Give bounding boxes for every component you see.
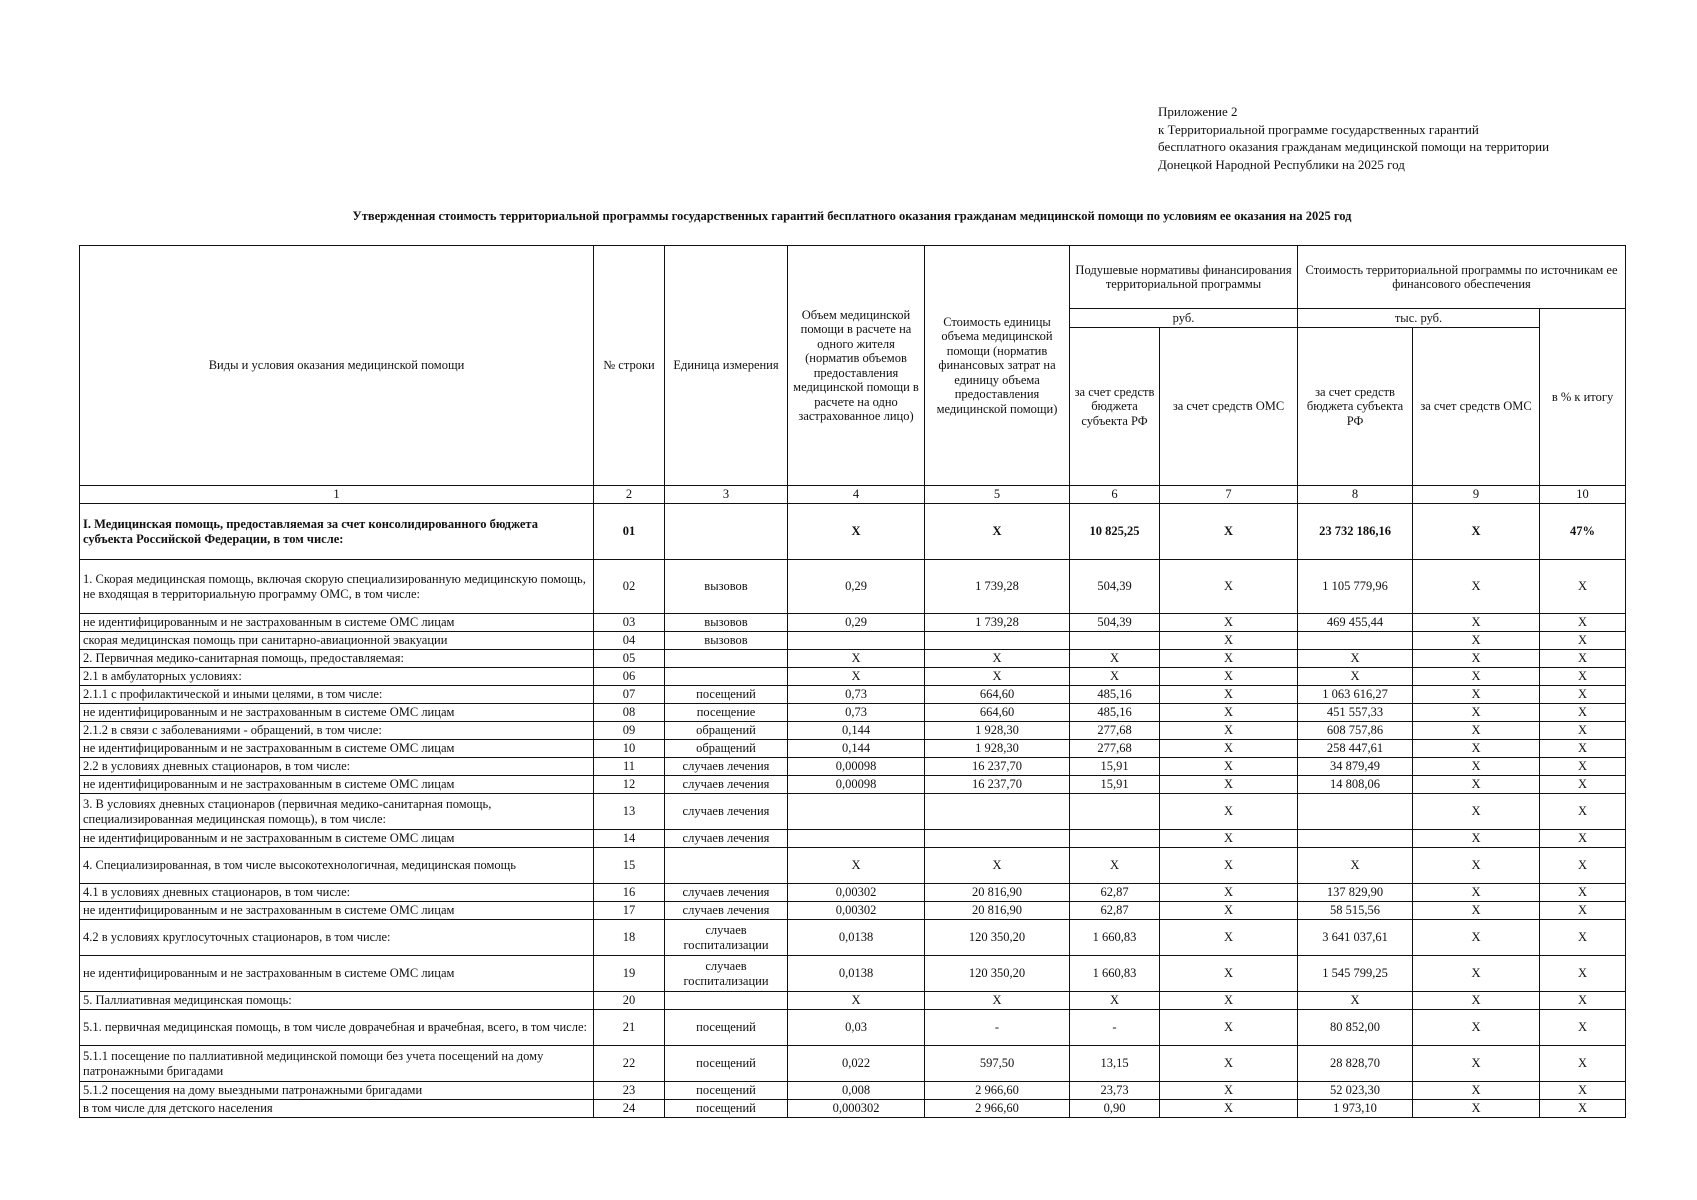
row-unit-cost: 1 928,30 bbox=[925, 740, 1070, 758]
column-number: 3 bbox=[665, 486, 788, 504]
row-unit-cost: 1 739,28 bbox=[925, 614, 1070, 632]
row-name: I. Медицинская помощь, предоставляемая за счет консолидированного бюджета субъекта Российской Федерации, в том числе: bbox=[80, 504, 594, 560]
row-program-budget: 258 447,61 bbox=[1298, 740, 1413, 758]
table-row bbox=[80, 776, 1626, 794]
header-row-column-numbers bbox=[80, 486, 1626, 504]
row-program-oms: X bbox=[1413, 650, 1540, 668]
row-unit-cost: 664,60 bbox=[925, 704, 1070, 722]
row-per-capita-oms: X bbox=[1160, 992, 1298, 1010]
row-per-capita-budget: - bbox=[1070, 1010, 1160, 1046]
row-program-budget: X bbox=[1298, 848, 1413, 884]
row-name: 1. Скорая медицинская помощь, включая скорую специализированную медицинскую помощь, не входящая в территориальную программу ОМС, в том числе: bbox=[80, 560, 594, 614]
row-name: 2. Первичная медико-санитарная помощь, предоставляемая: bbox=[80, 650, 594, 668]
row-per-capita-budget: 0,90 bbox=[1070, 1100, 1160, 1118]
row-program-oms: X bbox=[1413, 758, 1540, 776]
row-name: не идентифицированным и не застрахованным в системе ОМС лицам bbox=[80, 902, 594, 920]
table-row bbox=[80, 830, 1626, 848]
row-percent: X bbox=[1540, 722, 1626, 740]
row-percent: X bbox=[1540, 830, 1626, 848]
row-unit-cost: X bbox=[925, 668, 1070, 686]
row-number: 16 bbox=[594, 884, 665, 902]
row-name: 3. В условиях дневных стационаров (первичная медико-санитарная помощь, специализированная медицинская помощь), в том числе: bbox=[80, 794, 594, 830]
row-name: 5.1. первичная медицинская помощь, в том числе доврачебная и врачебная, всего, в том числе: bbox=[80, 1010, 594, 1046]
row-number: 21 bbox=[594, 1010, 665, 1046]
row-percent: X bbox=[1540, 632, 1626, 650]
row-program-budget: 137 829,90 bbox=[1298, 884, 1413, 902]
row-volume bbox=[788, 632, 925, 650]
row-per-capita-budget: 504,39 bbox=[1070, 614, 1160, 632]
row-percent: X bbox=[1540, 1100, 1626, 1118]
row-number: 10 bbox=[594, 740, 665, 758]
row-per-capita-budget: X bbox=[1070, 992, 1160, 1010]
row-percent: X bbox=[1540, 920, 1626, 956]
row-per-capita-budget: 1 660,83 bbox=[1070, 956, 1160, 992]
row-unit-cost: 16 237,70 bbox=[925, 758, 1070, 776]
row-percent: X bbox=[1540, 884, 1626, 902]
header-volume: Объем медицинской помощи в расчете на одного жителя (норматив объемов предоставления медицинской помощи в расчете на одно застрахованное лицо) bbox=[788, 246, 925, 486]
row-volume: 0,0138 bbox=[788, 956, 925, 992]
row-name: 2.2 в условиях дневных стационаров, в том числе: bbox=[80, 758, 594, 776]
row-unit: вызовов bbox=[665, 614, 788, 632]
row-number: 05 bbox=[594, 650, 665, 668]
table-row bbox=[80, 1100, 1626, 1118]
row-percent: X bbox=[1540, 560, 1626, 614]
row-program-budget: 23 732 186,16 bbox=[1298, 504, 1413, 560]
row-number: 13 bbox=[594, 794, 665, 830]
row-program-budget: 1 063 616,27 bbox=[1298, 686, 1413, 704]
row-program-oms: X bbox=[1413, 686, 1540, 704]
column-number: 1 bbox=[80, 486, 594, 504]
row-program-oms: X bbox=[1413, 830, 1540, 848]
row-per-capita-oms: X bbox=[1160, 504, 1298, 560]
row-unit: случаев лечения bbox=[665, 758, 788, 776]
row-program-oms: X bbox=[1413, 956, 1540, 992]
header-row-main bbox=[80, 246, 1626, 309]
row-unit-cost: 120 350,20 bbox=[925, 956, 1070, 992]
row-program-budget: 451 557,33 bbox=[1298, 704, 1413, 722]
table-body bbox=[80, 504, 1626, 1118]
table-row bbox=[80, 1046, 1626, 1082]
row-unit: случаев госпитализации bbox=[665, 920, 788, 956]
row-percent: X bbox=[1540, 650, 1626, 668]
row-per-capita-budget bbox=[1070, 632, 1160, 650]
row-program-budget: 80 852,00 bbox=[1298, 1010, 1413, 1046]
row-unit: посещений bbox=[665, 1100, 788, 1118]
row-program-budget: 34 879,49 bbox=[1298, 758, 1413, 776]
row-per-capita-budget: 485,16 bbox=[1070, 686, 1160, 704]
row-volume: 0,29 bbox=[788, 614, 925, 632]
row-per-capita-oms: X bbox=[1160, 848, 1298, 884]
row-program-oms: X bbox=[1413, 794, 1540, 830]
table-row bbox=[80, 758, 1626, 776]
row-number: 01 bbox=[594, 504, 665, 560]
row-per-capita-oms: X bbox=[1160, 740, 1298, 758]
row-number: 19 bbox=[594, 956, 665, 992]
row-per-capita-oms: X bbox=[1160, 956, 1298, 992]
row-volume: 0,000302 bbox=[788, 1100, 925, 1118]
row-number: 04 bbox=[594, 632, 665, 650]
row-program-budget: 58 515,56 bbox=[1298, 902, 1413, 920]
row-number: 09 bbox=[594, 722, 665, 740]
table-row bbox=[80, 794, 1626, 830]
header-budget-2: за счет средств бюджета субъекта РФ bbox=[1298, 328, 1413, 486]
row-percent: X bbox=[1540, 740, 1626, 758]
header-cost-unit: Стоимость единицы объема медицинской помощи (норматив финансовых затрат на единицу объема предоставления медицинской помощи) bbox=[925, 246, 1070, 486]
row-percent: 47% bbox=[1540, 504, 1626, 560]
row-unit-cost bbox=[925, 632, 1070, 650]
row-percent: X bbox=[1540, 794, 1626, 830]
row-volume: X bbox=[788, 848, 925, 884]
row-name: 4.1 в условиях дневных стационаров, в том числе: bbox=[80, 884, 594, 902]
appendix-note bbox=[1158, 103, 1658, 173]
row-unit bbox=[665, 848, 788, 884]
row-number: 18 bbox=[594, 920, 665, 956]
row-unit bbox=[665, 668, 788, 686]
row-unit-cost bbox=[925, 830, 1070, 848]
row-unit-cost: X bbox=[925, 504, 1070, 560]
row-volume: 0,73 bbox=[788, 704, 925, 722]
row-unit-cost: 2 966,60 bbox=[925, 1100, 1070, 1118]
row-per-capita-oms: X bbox=[1160, 632, 1298, 650]
table-row bbox=[80, 1082, 1626, 1100]
row-volume: 0,00302 bbox=[788, 902, 925, 920]
row-unit: случаев лечения bbox=[665, 884, 788, 902]
table-row bbox=[80, 956, 1626, 992]
row-name: 2.1.2 в связи с заболеваниями - обращений, в том числе: bbox=[80, 722, 594, 740]
row-unit-cost: 20 816,90 bbox=[925, 902, 1070, 920]
row-program-oms: X bbox=[1413, 668, 1540, 686]
row-per-capita-oms: X bbox=[1160, 722, 1298, 740]
column-number: 6 bbox=[1070, 486, 1160, 504]
row-volume: X bbox=[788, 504, 925, 560]
row-program-oms: X bbox=[1413, 1010, 1540, 1046]
row-per-capita-budget: 485,16 bbox=[1070, 704, 1160, 722]
row-per-capita-oms: X bbox=[1160, 920, 1298, 956]
row-name: скорая медицинская помощь при санитарно-авиационной эвакуации bbox=[80, 632, 594, 650]
row-program-oms: X bbox=[1413, 632, 1540, 650]
header-percent: в % к итогу bbox=[1540, 309, 1626, 486]
row-program-oms: X bbox=[1413, 504, 1540, 560]
row-program-budget: 52 023,30 bbox=[1298, 1082, 1413, 1100]
row-volume: 0,144 bbox=[788, 722, 925, 740]
row-program-budget: 469 455,44 bbox=[1298, 614, 1413, 632]
row-volume: 0,144 bbox=[788, 740, 925, 758]
table-row bbox=[80, 504, 1626, 560]
row-unit-cost: - bbox=[925, 1010, 1070, 1046]
row-per-capita-budget: 23,73 bbox=[1070, 1082, 1160, 1100]
table-row bbox=[80, 920, 1626, 956]
row-number: 02 bbox=[594, 560, 665, 614]
row-unit bbox=[665, 504, 788, 560]
row-number: 11 bbox=[594, 758, 665, 776]
table-row bbox=[80, 1010, 1626, 1046]
row-per-capita-oms: X bbox=[1160, 758, 1298, 776]
row-volume: 0,73 bbox=[788, 686, 925, 704]
row-name: в том числе для детского населения bbox=[80, 1100, 594, 1118]
row-per-capita-oms: X bbox=[1160, 830, 1298, 848]
header-rub: руб. bbox=[1070, 309, 1298, 328]
row-name: не идентифицированным и не застрахованным в системе ОМС лицам bbox=[80, 776, 594, 794]
row-name: 4. Специализированная, в том числе высокотехнологичная, медицинская помощь bbox=[80, 848, 594, 884]
table-row bbox=[80, 992, 1626, 1010]
row-name: 4.2 в условиях круглосуточных стационаров, в том числе: bbox=[80, 920, 594, 956]
table-row bbox=[80, 686, 1626, 704]
row-unit: случаев лечения bbox=[665, 794, 788, 830]
row-program-oms: X bbox=[1413, 884, 1540, 902]
row-percent: X bbox=[1540, 704, 1626, 722]
table-row bbox=[80, 848, 1626, 884]
row-per-capita-budget: 15,91 bbox=[1070, 776, 1160, 794]
row-number: 07 bbox=[594, 686, 665, 704]
row-percent: X bbox=[1540, 776, 1626, 794]
row-percent: X bbox=[1540, 758, 1626, 776]
row-volume: 0,03 bbox=[788, 1010, 925, 1046]
row-percent: X bbox=[1540, 992, 1626, 1010]
row-unit: посещений bbox=[665, 686, 788, 704]
row-program-oms: X bbox=[1413, 614, 1540, 632]
row-name: не идентифицированным и не застрахованным в системе ОМС лицам bbox=[80, 740, 594, 758]
row-program-oms: X bbox=[1413, 920, 1540, 956]
row-volume bbox=[788, 830, 925, 848]
row-number: 17 bbox=[594, 902, 665, 920]
header-oms-2: за счет средств ОМС bbox=[1413, 328, 1540, 486]
row-unit-cost: 2 966,60 bbox=[925, 1082, 1070, 1100]
header-types: Виды и условия оказания медицинской помощи bbox=[80, 246, 594, 486]
program-cost-table bbox=[79, 245, 1626, 1118]
header-budget: за счет средств бюджета субъекта РФ bbox=[1070, 328, 1160, 486]
row-percent: X bbox=[1540, 1082, 1626, 1100]
row-percent: X bbox=[1540, 614, 1626, 632]
row-name: не идентифицированным и не застрахованным в системе ОМС лицам bbox=[80, 614, 594, 632]
row-unit: посещений bbox=[665, 1082, 788, 1100]
row-volume: X bbox=[788, 668, 925, 686]
column-number: 4 bbox=[788, 486, 925, 504]
row-program-budget: X bbox=[1298, 650, 1413, 668]
row-program-budget: 1 973,10 bbox=[1298, 1100, 1413, 1118]
row-per-capita-oms: X bbox=[1160, 1010, 1298, 1046]
row-name: 5.1.1 посещение по паллиативной медицинской помощи без учета посещений на дому патронажными бригадами bbox=[80, 1046, 594, 1082]
table-row bbox=[80, 722, 1626, 740]
row-unit-cost: 1 928,30 bbox=[925, 722, 1070, 740]
row-per-capita-budget: 15,91 bbox=[1070, 758, 1160, 776]
row-number: 12 bbox=[594, 776, 665, 794]
row-number: 24 bbox=[594, 1100, 665, 1118]
row-per-capita-budget: X bbox=[1070, 668, 1160, 686]
row-unit-cost: X bbox=[925, 650, 1070, 668]
row-per-capita-oms: X bbox=[1160, 668, 1298, 686]
row-per-capita-oms: X bbox=[1160, 560, 1298, 614]
row-number: 06 bbox=[594, 668, 665, 686]
row-percent: X bbox=[1540, 686, 1626, 704]
column-number: 9 bbox=[1413, 486, 1540, 504]
row-program-oms: X bbox=[1413, 1100, 1540, 1118]
row-per-capita-budget: 504,39 bbox=[1070, 560, 1160, 614]
row-volume: 0,00098 bbox=[788, 776, 925, 794]
row-volume: 0,0138 bbox=[788, 920, 925, 956]
column-number: 2 bbox=[594, 486, 665, 504]
row-number: 20 bbox=[594, 992, 665, 1010]
row-program-budget: 3 641 037,61 bbox=[1298, 920, 1413, 956]
row-per-capita-budget: 1 660,83 bbox=[1070, 920, 1160, 956]
row-program-budget bbox=[1298, 830, 1413, 848]
row-program-budget: 1 545 799,25 bbox=[1298, 956, 1413, 992]
row-unit-cost: X bbox=[925, 848, 1070, 884]
row-unit: вызовов bbox=[665, 560, 788, 614]
row-number: 22 bbox=[594, 1046, 665, 1082]
row-percent: X bbox=[1540, 956, 1626, 992]
row-program-oms: X bbox=[1413, 722, 1540, 740]
column-number: 8 bbox=[1298, 486, 1413, 504]
header-thous-rub: тыс. руб. bbox=[1298, 309, 1540, 328]
row-unit-cost: 20 816,90 bbox=[925, 884, 1070, 902]
row-volume bbox=[788, 794, 925, 830]
header-cost-program: Стоимость территориальной программы по источникам ее финансового обеспечения bbox=[1298, 246, 1626, 309]
row-percent: X bbox=[1540, 848, 1626, 884]
row-program-budget: X bbox=[1298, 992, 1413, 1010]
column-number: 5 bbox=[925, 486, 1070, 504]
row-per-capita-budget: X bbox=[1070, 650, 1160, 668]
row-name: не идентифицированным и не застрахованным в системе ОМС лицам bbox=[80, 956, 594, 992]
table-row bbox=[80, 884, 1626, 902]
row-number: 03 bbox=[594, 614, 665, 632]
row-volume: 0,29 bbox=[788, 560, 925, 614]
row-per-capita-budget bbox=[1070, 794, 1160, 830]
document-title: Утвержденная стоимость территориальной программы государственных гарантий бесплатного оказания гражданам медицинской помощи по условиям ее оказания на 2025 год bbox=[352, 209, 1352, 223]
row-program-oms: X bbox=[1413, 848, 1540, 884]
row-per-capita-oms: X bbox=[1160, 704, 1298, 722]
row-program-budget: 14 808,06 bbox=[1298, 776, 1413, 794]
row-unit: случаев госпитализации bbox=[665, 956, 788, 992]
appendix-line: бесплатного оказания гражданам медицинской помощи на территории bbox=[1158, 139, 1550, 154]
row-number: 23 bbox=[594, 1082, 665, 1100]
row-program-budget bbox=[1298, 794, 1413, 830]
row-program-oms: X bbox=[1413, 560, 1540, 614]
row-program-oms: X bbox=[1413, 1082, 1540, 1100]
table-row bbox=[80, 704, 1626, 722]
table-row bbox=[80, 668, 1626, 686]
row-program-oms: X bbox=[1413, 992, 1540, 1010]
row-program-oms: X bbox=[1413, 776, 1540, 794]
row-number: 14 bbox=[594, 830, 665, 848]
row-unit: посещений bbox=[665, 1010, 788, 1046]
appendix-line: Донецкой Народной Республики на 2025 год bbox=[1158, 156, 1405, 172]
row-unit: обращений bbox=[665, 740, 788, 758]
row-number: 08 bbox=[594, 704, 665, 722]
row-program-oms: X bbox=[1413, 704, 1540, 722]
row-per-capita-budget: 10 825,25 bbox=[1070, 504, 1160, 560]
row-unit-cost: 664,60 bbox=[925, 686, 1070, 704]
row-per-capita-budget bbox=[1070, 830, 1160, 848]
row-per-capita-budget: X bbox=[1070, 848, 1160, 884]
row-unit: посещений bbox=[665, 1046, 788, 1082]
row-per-capita-budget: 277,68 bbox=[1070, 722, 1160, 740]
row-per-capita-oms: X bbox=[1160, 902, 1298, 920]
row-per-capita-budget: 62,87 bbox=[1070, 884, 1160, 902]
appendix-line: к Территориальной программе государственных гарантий bbox=[1158, 121, 1479, 137]
row-name: 5.1.2 посещения на дому выездными патронажными бригадами bbox=[80, 1082, 594, 1100]
row-per-capita-oms: X bbox=[1160, 1100, 1298, 1118]
row-program-budget: 1 105 779,96 bbox=[1298, 560, 1413, 614]
column-number: 10 bbox=[1540, 486, 1626, 504]
row-unit-cost: 120 350,20 bbox=[925, 920, 1070, 956]
row-percent: X bbox=[1540, 668, 1626, 686]
row-unit-cost: 1 739,28 bbox=[925, 560, 1070, 614]
row-per-capita-budget: 277,68 bbox=[1070, 740, 1160, 758]
row-volume: X bbox=[788, 650, 925, 668]
table-row bbox=[80, 902, 1626, 920]
row-name: не идентифицированным и не застрахованным в системе ОМС лицам bbox=[80, 704, 594, 722]
row-per-capita-oms: X bbox=[1160, 776, 1298, 794]
row-program-oms: X bbox=[1413, 1046, 1540, 1082]
row-unit: случаев лечения bbox=[665, 776, 788, 794]
row-volume: X bbox=[788, 992, 925, 1010]
row-name: не идентифицированным и не застрахованным в системе ОМС лицам bbox=[80, 830, 594, 848]
column-number: 7 bbox=[1160, 486, 1298, 504]
table-row bbox=[80, 632, 1626, 650]
row-percent: X bbox=[1540, 902, 1626, 920]
row-name: 2.1 в амбулаторных условиях: bbox=[80, 668, 594, 686]
header-per-capita: Подушевые нормативы финансирования территориальной программы bbox=[1070, 246, 1298, 309]
row-program-budget bbox=[1298, 632, 1413, 650]
appendix-line: Приложение 2 bbox=[1158, 104, 1238, 119]
table-row bbox=[80, 560, 1626, 614]
row-program-budget: 28 828,70 bbox=[1298, 1046, 1413, 1082]
row-unit: случаев лечения bbox=[665, 902, 788, 920]
row-unit-cost: 16 237,70 bbox=[925, 776, 1070, 794]
row-volume: 0,00098 bbox=[788, 758, 925, 776]
row-percent: X bbox=[1540, 1046, 1626, 1082]
row-unit: вызовов bbox=[665, 632, 788, 650]
row-volume: 0,00302 bbox=[788, 884, 925, 902]
row-volume: 0,022 bbox=[788, 1046, 925, 1082]
row-program-budget: X bbox=[1298, 668, 1413, 686]
row-per-capita-oms: X bbox=[1160, 614, 1298, 632]
row-per-capita-budget: 13,15 bbox=[1070, 1046, 1160, 1082]
row-per-capita-budget: 62,87 bbox=[1070, 902, 1160, 920]
row-volume: 0,008 bbox=[788, 1082, 925, 1100]
row-unit: посещение bbox=[665, 704, 788, 722]
row-per-capita-oms: X bbox=[1160, 884, 1298, 902]
row-unit-cost: X bbox=[925, 992, 1070, 1010]
row-name: 5. Паллиативная медицинская помощь: bbox=[80, 992, 594, 1010]
row-program-oms: X bbox=[1413, 740, 1540, 758]
row-unit bbox=[665, 992, 788, 1010]
row-unit-cost bbox=[925, 794, 1070, 830]
row-number: 15 bbox=[594, 848, 665, 884]
header-row-no: № строки bbox=[594, 246, 665, 486]
row-unit: случаев лечения bbox=[665, 830, 788, 848]
row-unit: обращений bbox=[665, 722, 788, 740]
table-row bbox=[80, 650, 1626, 668]
table-row bbox=[80, 614, 1626, 632]
row-name: 2.1.1 с профилактической и иными целями, в том числе: bbox=[80, 686, 594, 704]
table-row bbox=[80, 740, 1626, 758]
row-program-oms: X bbox=[1413, 902, 1540, 920]
header-oms: за счет средств ОМС bbox=[1160, 328, 1298, 486]
row-per-capita-oms: X bbox=[1160, 794, 1298, 830]
row-per-capita-oms: X bbox=[1160, 686, 1298, 704]
row-unit bbox=[665, 650, 788, 668]
row-program-budget: 608 757,86 bbox=[1298, 722, 1413, 740]
row-per-capita-oms: X bbox=[1160, 1082, 1298, 1100]
row-per-capita-oms: X bbox=[1160, 650, 1298, 668]
header-unit: Единица измерения bbox=[665, 246, 788, 486]
row-per-capita-oms: X bbox=[1160, 1046, 1298, 1082]
row-percent: X bbox=[1540, 1010, 1626, 1046]
row-unit-cost: 597,50 bbox=[925, 1046, 1070, 1082]
